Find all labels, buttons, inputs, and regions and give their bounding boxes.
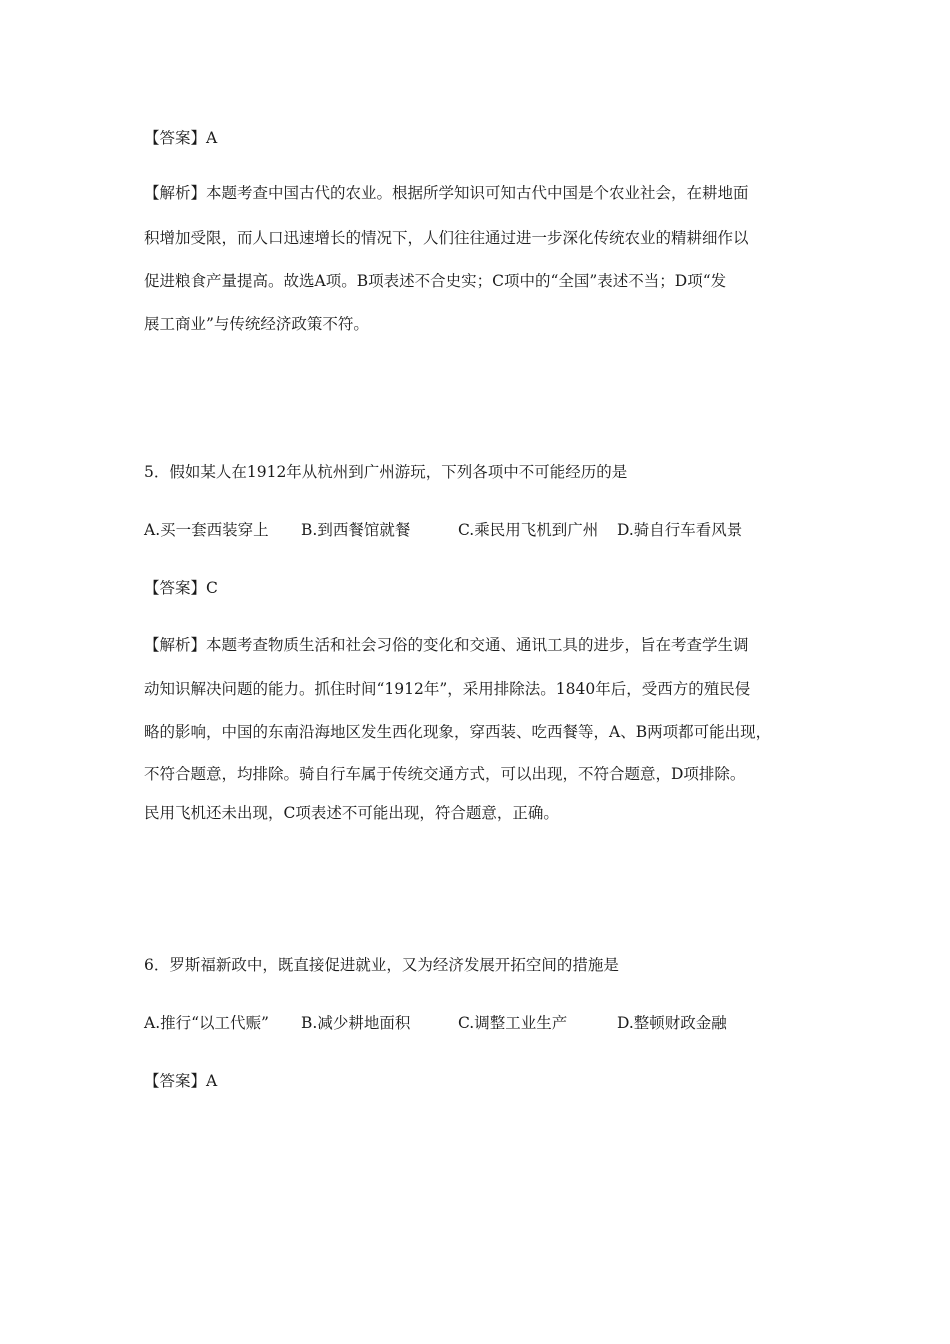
q5-explanation-line-1: 【解析】本题考查物质生活和社会习俗的变化和交通、通讯工具的进步，旨在考查学生调 (144, 636, 749, 654)
q4-explanation-line-4: 展工商业”与传统经济政策不符。 (144, 315, 369, 333)
q5-option-d: D.骑自行车看风景 (617, 521, 743, 539)
q6-option-c: C.调整工业生产 (458, 1014, 568, 1032)
q6-question: 6．罗斯福新政中，既直接促进就业，又为经济发展开拓空间的措施是 (144, 956, 619, 974)
q5-option-c: C.乘民用飞机到广州 (458, 521, 599, 539)
q4-answer: 【答案】A (144, 129, 218, 147)
q5-explanation-line-3: 略的影响，中国的东南沿海地区发生西化现象，穿西装、吃西餐等，A、B两项都可能出现， (144, 723, 772, 741)
q4-explanation-line-3: 促进粮食产量提高。故选A项。B项表述不合史实；C项中的“全国”表述不当；D项“发 (144, 272, 727, 290)
q5-question: 5．假如某人在1912年从杭州到广州游玩，下列各项中不可能经历的是 (144, 463, 628, 481)
q5-option-a: A.买一套西装穿上 (144, 521, 269, 539)
q4-explanation-line-2: 积增加受限，而人口迅速增长的情况下，人们往往通过进一步深化传统农业的精耕细作以 (144, 229, 749, 247)
q4-explanation-line-1: 【解析】本题考查中国古代的农业。根据所学知识可知古代中国是个农业社会，在耕地面 (144, 184, 749, 202)
q5-explanation-line-4: 不符合题意，均排除。骑自行车属于传统交通方式，可以出现，不符合题意，D项排除。 (144, 765, 746, 783)
q5-explanation-line-5: 民用飞机还未出现，C项表述不可能出现，符合题意，正确。 (144, 804, 559, 822)
q5-option-b: B.到西餐馆就餐 (301, 521, 411, 539)
q6-option-a: A.推行“以工代赈” (144, 1014, 269, 1032)
q6-option-d: D.整顿财政金融 (617, 1014, 727, 1032)
q6-answer: 【答案】A (144, 1072, 218, 1090)
q5-answer: 【答案】C (144, 579, 218, 597)
q5-explanation-line-2: 动知识解决问题的能力。抓住时间“1912年”，采用排除法。1840年后，受西方的殖民侵 (144, 680, 751, 698)
q6-option-b: B.减少耕地面积 (301, 1014, 411, 1032)
